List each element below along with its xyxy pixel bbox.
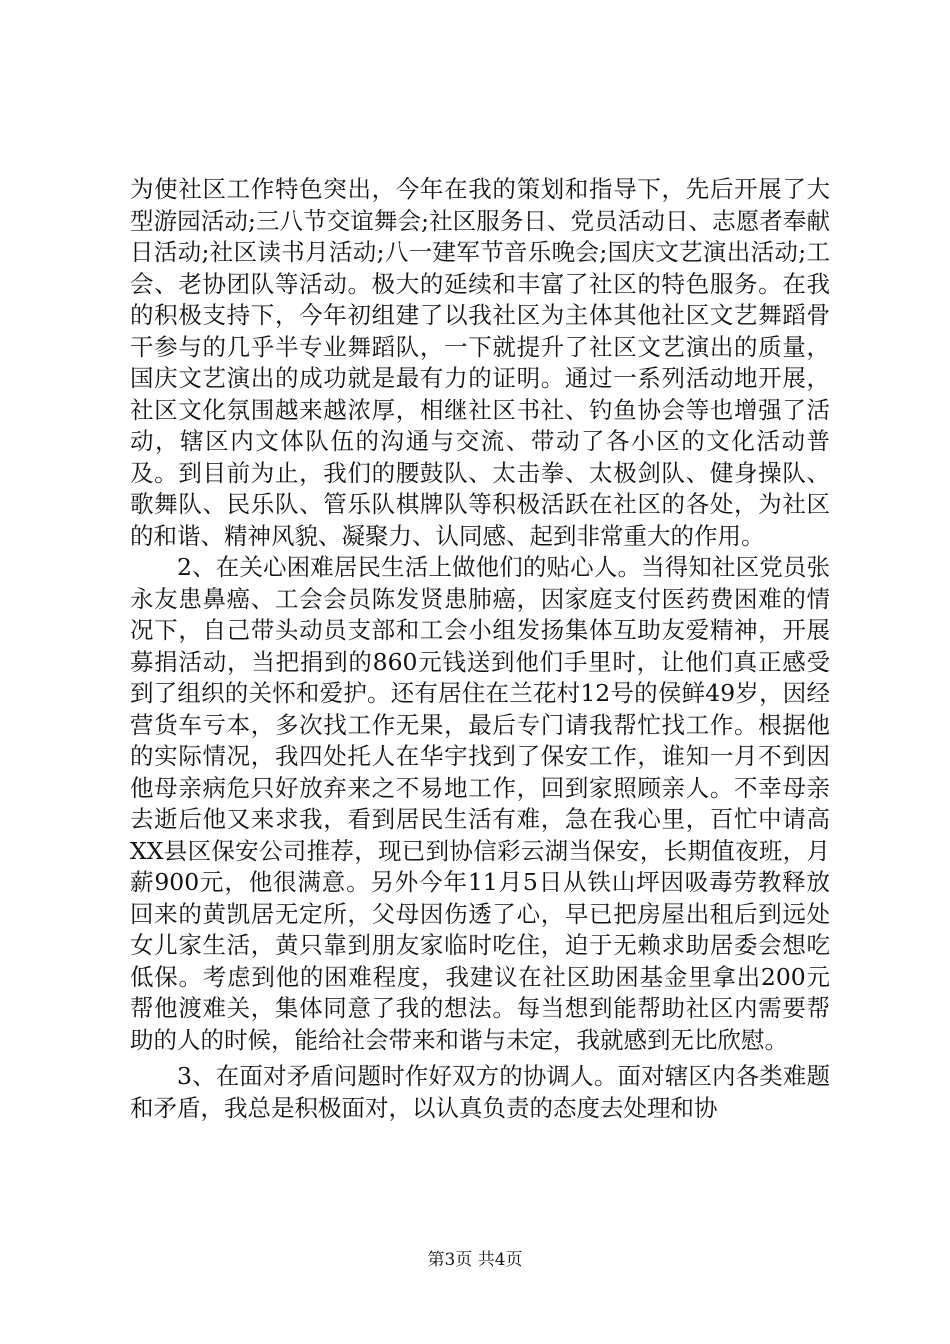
document-body: [130, 174, 830, 1124]
page-footer: 第3页 共4页: [427, 1250, 523, 1270]
paragraph-3: 3、在面对矛盾问题时作好双方的协调人。面对辖区内各类难题和矛盾，我总是积极面对，以认真负责的态度去处理和协: [130, 1062, 830, 1122]
paragraph-2: 2、在关心困难居民生活上做他们的贴心人。当得知社区党员张永友患鼻癌、工会会员陈发贤患肺癌，因家庭支付医药费困难的情况下，自己带头动员支部和工会小组发扬集体互助友爱精神，开展募捐活动，当把捐到的860元钱送到他们手里时，让他们真正感受到了组织的关怀和爱护。还有居住在兰花村12号的侯鲜49岁，因经营货车亏本，多次找工作无果，最后专门请我帮忙找工作。根据他的实际情况，我四处托人在华宇找到了保安工作，谁知一月不到因他母亲病危只好放弃来之不易地工作，回到家照顾亲人。不幸母亲去逝后他又来求我，看到居民生活有难，急在我心里，百忙中请高XX县区保安公司推荐，现已到协信彩云湖当保安，长期值夜班，月薪900元，他很满意。另外今年11月5日从铁山坪因吸毒劳教释放回来的黄凯居无定所，父母因伤透了心，早已把房屋出租后到远处女儿家生活，黄只靠到朋友家临时吃住，迫于无赖求助居委会想吃低保。考虑到他的困难程度，我建议在社区助困基金里拿出200元帮他渡难关，集体同意了我的想法。每当想到能帮助社区内需要帮助的人的时候，能给社会带来和谐与未定，我就感到无比欣慰。: [130, 553, 830, 1054]
paragraph-1: 为使社区工作特色突出，今年在我的策划和指导下，先后开展了大型游园活动;三八节交谊舞会;社区服务日、党员活动日、志愿者奉献日活动;社区读书月活动;八一建军节音乐晚会;国庆文艺演出活动;工会、老协团队等活动。极大的延续和丰富了社区的特色服务。在我的积极支持下，今年初组建了以我社区为主体其他社区文艺舞蹈骨干参与的几乎半专业舞蹈队，一下就提升了社区文艺演出的质量，国庆文艺演出的成功就是最有力的证明。通过一系列活动地开展，社区文化氛围越来越浓厚，相继社区书社、钓鱼协会等也增强了活动，辖区内文体队伍的沟通与交流、带动了各小区的文化活动普及。到目前为止，我们的腰鼓队、太击拳、太极剑队、健身操队、歌舞队、民乐队、管乐队棋牌队等积极活跃在社区的各处，为社区的和谐、精神风貌、凝聚力、认同感、起到非常重大的作用。: [130, 175, 830, 550]
